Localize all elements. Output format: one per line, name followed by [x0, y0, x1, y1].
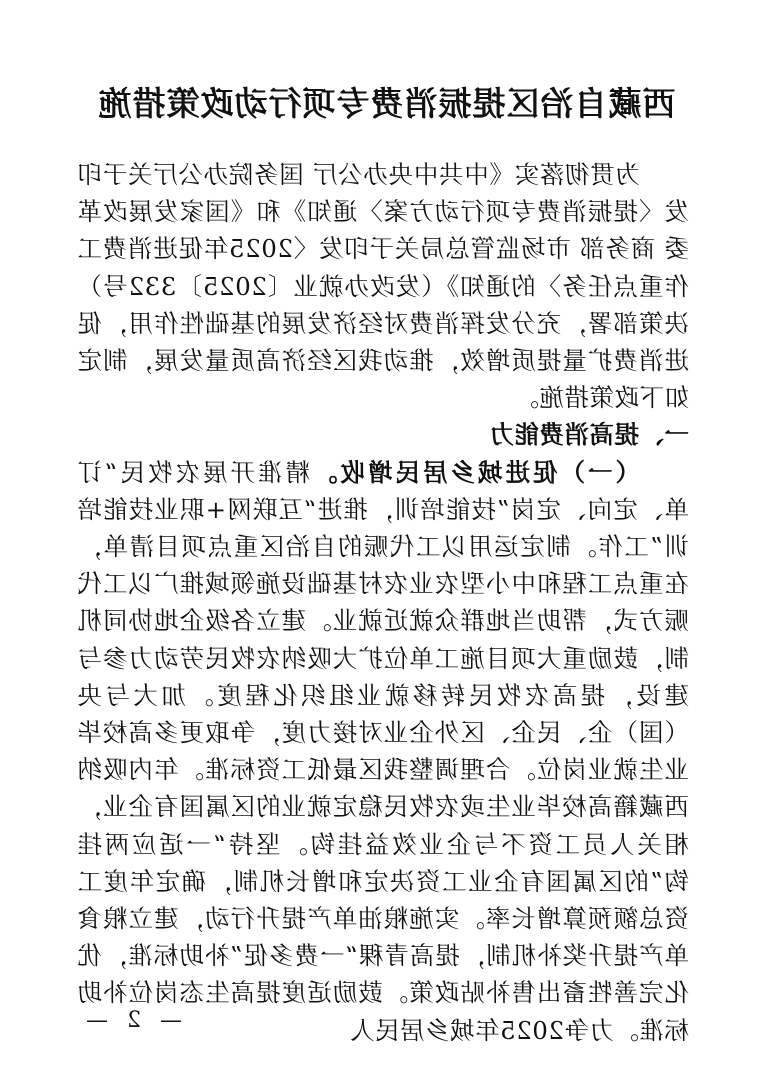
item-text: 精准开展农牧民“订单、定向、定岗”技能培训，推进“互联网+职业技能培训”工作。制定运用以工代赈的自治区重点项目清单，在重点工程和中小型农业农村基础设施领域推广以工代赈方式，帮助当地群众就近就业。建立各级企地协同机制，鼓励重大项目施工单位扩大吸纳农牧民劳动力参与建设，提高农牧民转移就业组织化程度。加大与央（国）企、民企、区外企业对接力度，争取更多高校毕业生就业岗位。合理调整我区最低工资标准。年内吸纳西藏籍高校毕业生或农牧民稳定就业的区属国有企业，相关人员工资不与企业效益挂钩。坚持“一适应两挂钩”的区属国有企业工资决定和增长机制，确定年度工资总额预算增长率。实施粮油单产提升行动，建立粮食单产提升奖补机制，提高青稞“一费多促”补助标准，优化完善牲畜出售补贴政策。鼓励适度提高生态岗位补助标准。力争2025年城乡居民人: [77, 457, 689, 1045]
section-heading: 一、提高消费能力: [489, 420, 689, 450]
intro-paragraph: 为贯彻落实《中共中央办公厅 国务院办公厅关于印发〈提振消费专项行动方案〉通知》和《国家发展改革委 商务部 市场监管总局关于印发〈2025年促进消费工作重点任务〉的通知》（发改办就业〔2025〕332号）决策部署，充分发挥消费对经济发展的基础性作用，促进消费扩量提质增效，推动我区经济高质量发展，制定如下政策措施。: [77, 160, 689, 413]
document-title: 西藏自治区提振消费专项行动政策措施: [97, 84, 676, 123]
item-label: （一）促进城乡居民增收。: [310, 457, 640, 487]
document-body: [77, 156, 689, 1049]
page-number: — 2 —: [80, 1008, 182, 1033]
item-paragraph: [77, 454, 689, 1049]
